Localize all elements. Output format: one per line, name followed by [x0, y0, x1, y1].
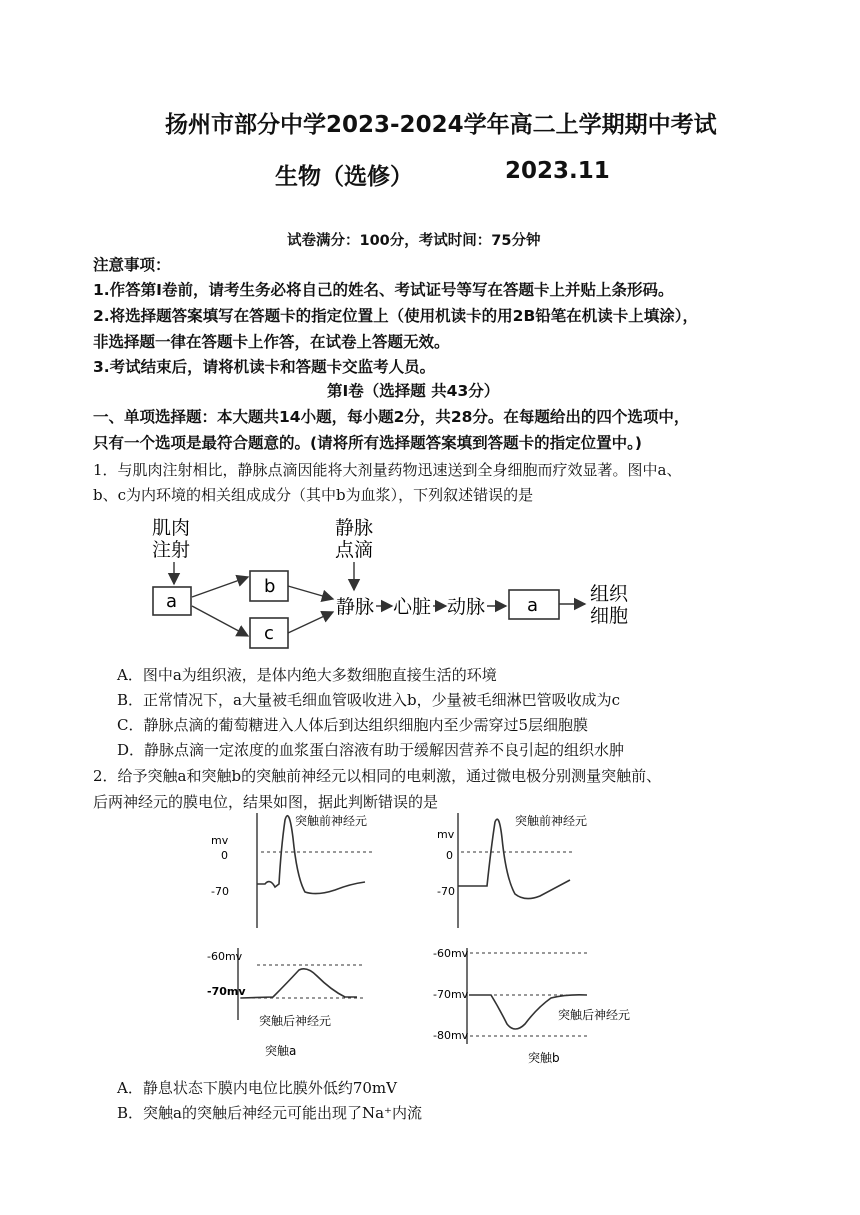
section-title: 第Ⅰ卷（选择题 共43分） — [327, 382, 500, 400]
caption-synapse-b: 突触b — [528, 1051, 560, 1065]
box-a-label: a — [166, 591, 178, 612]
label-iv-drip-1: 静脉 — [335, 517, 374, 539]
label-muscle-injection-2: 注射 — [152, 539, 191, 561]
q2-stem-2: 后两神经元的膜电位，结果如图，据此判断错误的是 — [93, 793, 439, 811]
tick-0-a: 0 — [221, 849, 228, 862]
post-label-a: 突触后神经元 — [259, 1014, 332, 1028]
tick-m80mv: -80mv — [433, 1029, 469, 1042]
q2-stem-1: 2．给予突触a和突触b的突触前神经元以相同的电刺激，通过微电极分别测量突触前、 — [93, 767, 662, 785]
note-item-2-cont: 非选择题一律在答题卡上作答，在试卷上答题无效。 — [93, 333, 450, 351]
note-item-3: 3.考试结束后，请将机读卡和答题卡交监考人员。 — [93, 358, 436, 376]
box-c-label: c — [264, 623, 274, 644]
tick-0-b: 0 — [446, 849, 453, 862]
tick-m70-b: -70 — [437, 885, 455, 898]
pre-label-b: 突触前神经元 — [515, 814, 588, 828]
q2-option-b: B．突触a的突触后神经元可能出现了Na⁺内流 — [117, 1104, 422, 1122]
action-potential-curve-b — [458, 819, 570, 898]
tick-m70-a: -70 — [211, 885, 229, 898]
q1-stem-2: b、c为内环境的相关组成成分（其中b为血浆），下列叙述错误的是 — [93, 486, 534, 504]
q1-option-b: B．正常情况下，a大量被毛细血管吸收进入b，少量被毛细淋巴管吸收成为c — [117, 691, 620, 709]
note-item-1: 1.作答第Ⅰ卷前，请考生务必将自己的姓名、考试证号等写在答题卡上并贴上条形码。 — [93, 281, 674, 299]
label-artery: 动脉 — [447, 596, 486, 618]
post-label-b: 突触后神经元 — [558, 1008, 631, 1022]
q1-flow-diagram — [130, 510, 650, 655]
q2-option-a: A．静息状态下膜内电位比膜外低约70mV — [117, 1079, 397, 1097]
tick-m60mv-a: -60mv — [207, 950, 243, 963]
unit-mv-b: mv — [437, 828, 455, 841]
box-a-2-label: a — [527, 595, 539, 616]
label-iv-drip-2: 点滴 — [335, 539, 374, 561]
notes-heading: 注意事项： — [93, 256, 171, 274]
tick-m70mv-a: -70mv — [207, 985, 246, 998]
q1-option-a: A．图中a为组织液，是体内绝大多数细胞直接生活的环境 — [117, 666, 497, 684]
label-muscle-injection-1: 肌肉 — [152, 517, 191, 539]
q1-option-c: C．静脉点滴的葡萄糖进入人体后到达组织细胞内至少需穿过5层细胞膜 — [117, 716, 589, 734]
unit-mv-a: mv — [211, 834, 229, 847]
caption-synapse-a: 突触a — [265, 1044, 297, 1058]
q1-option-d: D．静脉点滴一定浓度的血浆蛋白溶液有助于缓解因营养不良引起的组织水肿 — [117, 741, 625, 759]
label-tissue-cell-2: 细胞 — [590, 605, 629, 627]
pre-label-a: 突触前神经元 — [295, 814, 368, 828]
section-instructions-2: 只有一个选项是最符合题意的。(请将所有选择题答案填到答题卡的指定位置中。) — [93, 434, 642, 452]
label-vein: 静脉 — [336, 596, 375, 618]
tick-m70mv-b: -70mv — [433, 988, 469, 1001]
label-tissue-cell-1: 组织 — [590, 583, 629, 605]
label-heart: 心脏 — [393, 596, 432, 618]
q1-stem-1: 1．与肌肉注射相比，静脉点滴因能将大剂量药物迅速送到全身细胞而疗效显著。图中a、 — [93, 461, 682, 479]
section-instructions-1: 一、单项选择题：本大题共14小题，每小题2分，共28分。在每题给出的四个选项中， — [93, 408, 690, 426]
exam-info: 试卷满分：100分，考试时间：75分钟 — [287, 233, 541, 249]
note-item-2: 2.将选择题答案填写在答题卡的指定位置上（使用机读卡的用2B铅笔在机读卡上填涂）， — [93, 307, 699, 325]
exam-subject: 生物（选修） — [275, 164, 413, 190]
tick-m60mv-b: -60mv — [433, 947, 469, 960]
epsp-curve — [241, 969, 357, 998]
exam-date: 2023.11 — [505, 158, 610, 184]
q2-membrane-potential-figure — [195, 808, 655, 1070]
exam-title: 扬州市部分中学2023-2024学年高二上学期期中考试 — [165, 112, 717, 138]
box-b-label: b — [264, 576, 276, 597]
